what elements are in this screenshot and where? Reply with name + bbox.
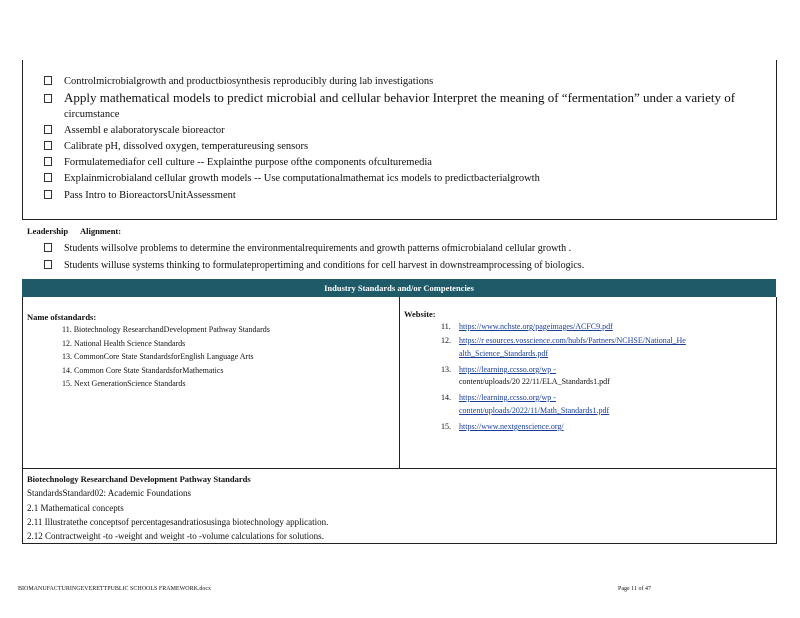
website-num: 13.	[441, 365, 451, 374]
leadership-text: Students willsolve problems to determine the environmentalrequirements and growth patterns ofmicrobialand cellular growth .	[64, 243, 572, 254]
bullet-box-icon	[44, 260, 52, 269]
leadership-text: Students willuse systems thinking to formulatepropertiming and conditions for cell harvest in downstreamprocessing of biologics.	[64, 260, 585, 271]
bullet-box-icon	[44, 94, 52, 103]
pathway-row: 2.1 Mathematical concepts	[27, 503, 124, 513]
website-num: 11.	[441, 322, 451, 331]
standard-item: 14. Common Core State StandardsforMathematics	[62, 366, 224, 375]
website-link[interactable]: https://r esources.vosscience.com/hubfs/Partners/NCHSE/National_He	[459, 336, 686, 345]
objective-item	[44, 172, 748, 186]
table-border-left	[22, 60, 23, 220]
website-link-continuation[interactable]: alth_Science_Standards.pdf	[459, 349, 549, 358]
row-divider	[22, 468, 777, 469]
bullet-box-icon	[44, 173, 52, 182]
bullet-box-icon	[44, 157, 52, 166]
objective-item	[44, 140, 748, 154]
website-link[interactable]: https://www.nchste.org/pageimages/ACFC9.pdf	[459, 322, 613, 331]
website-num: 14.	[441, 393, 451, 402]
objective-item	[44, 124, 748, 138]
alignment-label: Alignment:	[80, 226, 122, 236]
bullet-box-icon	[44, 125, 52, 134]
column-divider	[399, 297, 400, 469]
website-num: 15.	[441, 422, 451, 431]
objective-item	[44, 156, 748, 170]
bullet-box-icon	[44, 243, 52, 252]
table-border-left	[22, 297, 23, 543]
standard-item: 15. Next GenerationScience Standards	[62, 379, 186, 388]
table-bottom-border	[22, 543, 777, 544]
website-link[interactable]: https://learning.ccsso.org/wp -	[459, 393, 556, 402]
objective-text: Formulatemediafor cell culture -- Explainthe purpose ofthe components ofculturemedia	[64, 157, 432, 168]
standard-item: 13. CommonCore State StandardsforEnglish Language Arts	[62, 352, 254, 361]
objective-item	[44, 91, 748, 105]
website-link-continuation[interactable]: content/uploads/2022/11/Math_Standards1.pdf	[459, 406, 610, 415]
objective-continuation: circumstance	[64, 109, 120, 120]
table-border-right	[776, 60, 777, 220]
pathway-heading: Biotechnology Researchand Development Pathway Standards	[27, 474, 251, 484]
objective-text: Controlmicrobialgrowth and productbiosynthesis reproducibly during lab investigations	[64, 76, 434, 87]
standards-banner	[22, 279, 776, 297]
pathway-row: 2.12 Contractweight -to -weight and weight -to -volume calculations for solutions.	[27, 531, 324, 541]
objective-text: Assembl e alaboratoryscale bioreactor	[64, 125, 225, 136]
website-label: Website:	[404, 309, 436, 319]
website-link[interactable]: https://learning.ccsso.org/wp -	[459, 365, 556, 374]
table-border-right	[776, 297, 777, 543]
objective-text: Apply mathematical models to predict microbial and cellular behavior Interpret the meaning of “fermentation” under a variety of	[64, 90, 736, 105]
bullet-box-icon	[44, 190, 52, 199]
leadership-item	[44, 259, 748, 273]
standard-item: 12. National Health Science Standards	[62, 339, 186, 348]
objective-text: Pass Intro to BioreactorsUnitAssessment	[64, 190, 236, 201]
row-divider	[22, 219, 777, 220]
standard-item: 11. Biotechnology ResearchandDevelopment Pathway Standards	[62, 325, 270, 334]
standards-label: Name ofstandards:	[27, 312, 97, 322]
banner-title: Industry Standards and/or Competencies	[324, 283, 474, 293]
leadership-item	[44, 242, 748, 256]
objective-text: Explainmicrobialand cellular growth models -- Use computationalmathemat ics models to predictbacterialgrowth	[64, 173, 540, 184]
bullet-box-icon	[44, 76, 52, 85]
objective-item	[44, 189, 748, 203]
website-link[interactable]: https://www.nextgenscience.org/	[459, 422, 564, 431]
website-link-continuation[interactable]: content/uploads/20 22/11/ELA_Standards1.pdf	[459, 377, 610, 386]
pathway-standard-line: StandardsStandard02: Academic Foundations	[27, 488, 191, 498]
bullet-box-icon	[44, 141, 52, 150]
pathway-row: 2.11 Illustratethe conceptsof percentagesandratiosusinga biotechnology application.	[27, 517, 329, 527]
footer-page-number: Page 11 of 47	[618, 586, 651, 592]
objective-text: Calibrate pH, dissolved oxygen, temperatureusing sensors	[64, 141, 309, 152]
website-num: 12.	[441, 336, 451, 345]
objective-item	[44, 75, 748, 89]
leadership-label: Leadership	[27, 226, 69, 236]
footer-filename: BIOMANUFACTURINGEVERETTPUBLIC SCHOOLS FRAMEWORK.docx	[18, 586, 212, 592]
